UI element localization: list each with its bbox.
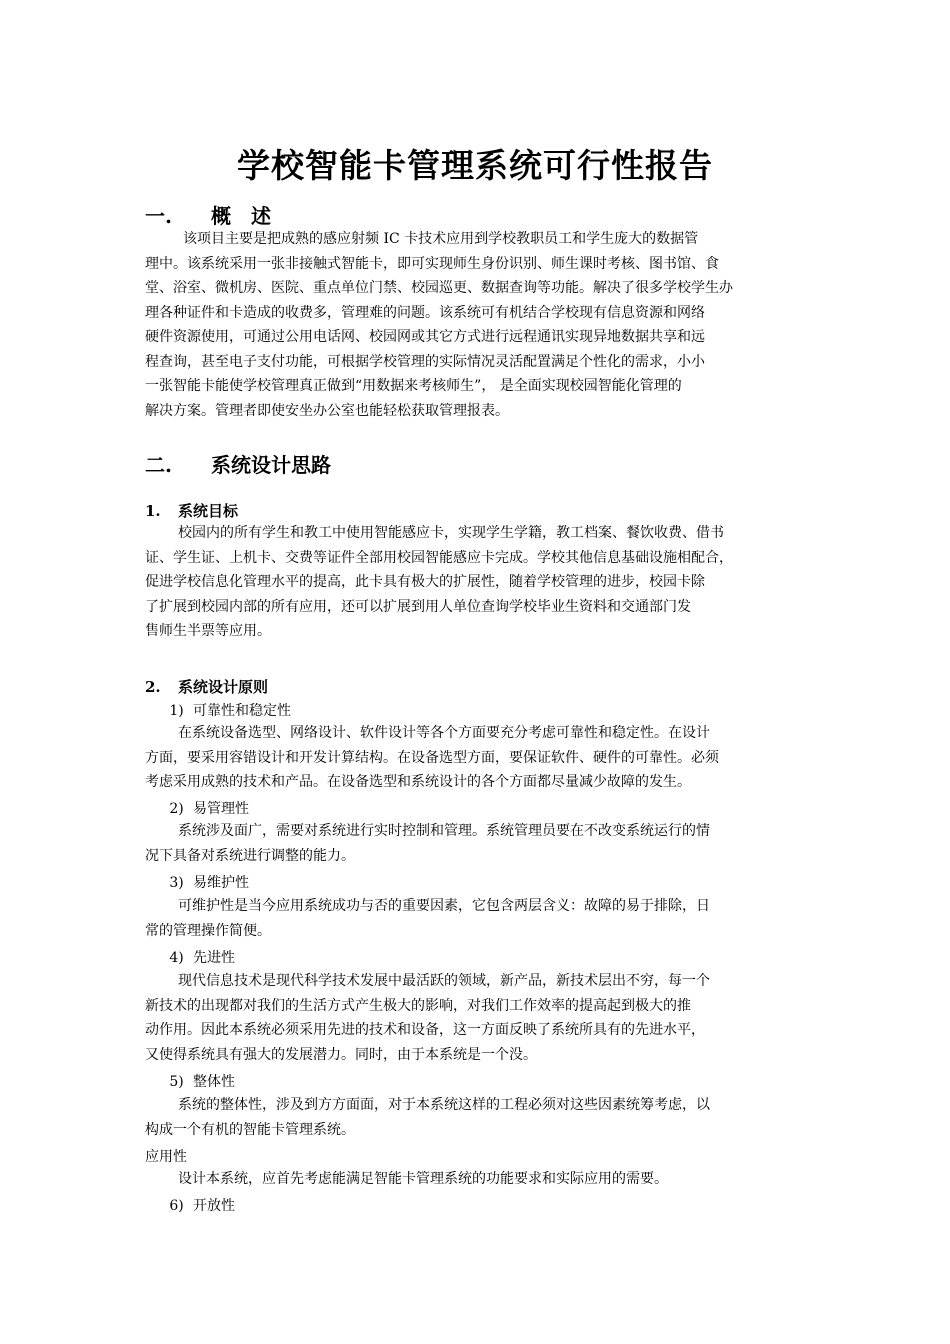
principle-number: 6) [169,1198,184,1214]
applicability-label: 应用性 [145,1149,187,1165]
text-line: 动作用。因此本系统必须采用先进的技术和设备，这一方面反映了系统所具有的先进水平， [145,1022,705,1038]
text-line: 系统的整体性，涉及到方方面面，对于本系统这样的工程必须对这些因素统筹考虑，以 [178,1097,710,1113]
section-heading-overview [145,200,271,229]
text-line: 程查询，甚至电子支付功能，可根据学校管理的实际情况灵活配置满足个性化的需求，小小 [145,353,705,370]
text-line: 构成一个有机的智能卡管理系统。 [145,1121,355,1138]
goal-paragraph [145,521,810,644]
principle-number: 3) [169,875,184,891]
text-line: 可维护性是当今应用系统成功与否的重要因素，它包含两层含义：故障的易于排除，日 [178,898,710,914]
subsection-number: 2. [145,678,161,696]
subsection-heading-goal [145,500,238,521]
section-title: 概 述 [211,204,271,228]
text-line: 堂、浴室、微机房、医院、重点单位门禁、校园巡更、数据查询等功能。解决了很多学校学生办 [145,280,733,296]
text-line: 了扩展到校园内部的所有应用，还可以扩展到用人单位查询学校毕业生资料和交通部门发 [145,598,691,615]
text-line: 在系统设备选型、网络设计、软件设计等各个方面要充分考虑可靠性和稳定性。在设计 [178,725,710,741]
principle-number: 4) [169,950,184,966]
principle-heading [160,700,291,720]
principle-label: 可靠性和稳定性 [193,703,291,719]
principle-number: 2) [169,801,184,817]
subsection-title: 系统目标 [178,502,239,520]
text-line: 硬件资源使用，可通过公用电话网、校园网或其它方式进行远程通讯实现异地数据共享和远 [145,329,705,345]
principle-label: 先进性 [193,950,235,966]
principle-label: 易管理性 [193,801,249,817]
principle-paragraph [145,1093,810,1142]
document-title: 学校智能卡管理系统可行性报告 [237,146,713,185]
principle-heading [160,1071,235,1091]
subsection-number: 1. [145,502,161,520]
text-line: 一张智能卡能使学校管理真正做到“用数据来考核师生”， 是全面实现校园智能化管理的 [145,378,682,394]
text-line: 理各种证件和卡造成的收费多，管理难的问题。该系统可有机结合学校现有信息资源和网络 [145,304,705,321]
text-line: 况下具备对系统进行调整的能力。 [145,847,355,864]
text-line: 设计本系统，应首先考虑能满足智能卡管理系统的功能要求和实际应用的需要。 [178,1171,668,1187]
section-number: 二. [145,453,172,477]
principle-paragraph [145,819,810,868]
overview-paragraph [145,227,810,423]
subsection-title: 系统设计原则 [178,678,269,696]
principle-heading [160,872,249,892]
section-title: 系统设计思路 [211,453,331,477]
text-line: 考虑采用成熟的技术和产品。在设备选型和系统设计的各个方面都尽量减少故障的发生。 [145,774,691,790]
principle-paragraph [145,894,810,943]
principle-label: 开放性 [193,1198,235,1214]
principle-number: 1) [169,703,184,719]
principle-paragraph [145,969,810,1067]
applicability-paragraph [145,1167,810,1192]
text-line: 校园内的所有学生和教工中使用智能感应卡，实现学生学籍，教工档案、餐饮收费、借书 [178,525,724,541]
text-line: 该项目主要是把成熟的感应射频 IC 卡技术应用到学校教职员工和学生庞大的数据管 [183,231,699,247]
section-number: 一. [145,204,172,228]
text-line: 系统涉及面广，需要对系统进行实时控制和管理。系统管理员要在不改变系统运行的情 [178,823,710,839]
principle-heading [160,947,235,967]
principle-number: 5) [169,1074,184,1090]
text-line: 又使得系统具有强大的发展潜力。同时，由于本系统是一个没。 [145,1046,537,1063]
text-line: 新技术的出现都对我们的生活方式产生极大的影响，对我们工作效率的提高起到极大的推 [145,997,691,1014]
text-line: 方面，要采用容错设计和开发计算结构。在设备选型方面，要保证软件、硬件的可靠性。必须 [145,749,719,766]
text-line: 现代信息技术是现代科学技术发展中最活跃的领域，新产品，新技术层出不穷，每一个 [178,973,710,989]
text-line: 常的管理操作简便。 [145,922,271,939]
principle-heading [160,1195,235,1215]
text-line: 售师生半票等应用。 [145,623,271,639]
text-line: 促进学校信息化管理水平的提高，此卡具有极大的扩展性，随着学校管理的进步，校园卡除 [145,574,705,590]
principle-label: 整体性 [193,1074,235,1090]
text-line: 理中。该系统采用一张非接触式智能卡，即可实现师生身份识别、师生课时考核、图书馆、食 [145,255,719,272]
text-line: 证、学生证、上机卡、交费等证件全部用校园智能感应卡完成。学校其他信息基础设施相配合， [145,549,733,566]
principle-paragraph [145,721,810,795]
section-heading-design [145,449,331,478]
principle-label: 易维护性 [193,875,249,891]
subsection-heading-principles [145,676,268,697]
principle-heading [160,798,249,818]
text-line: 解决方案。管理者即使安坐办公室也能轻松获取管理报表。 [145,402,509,419]
